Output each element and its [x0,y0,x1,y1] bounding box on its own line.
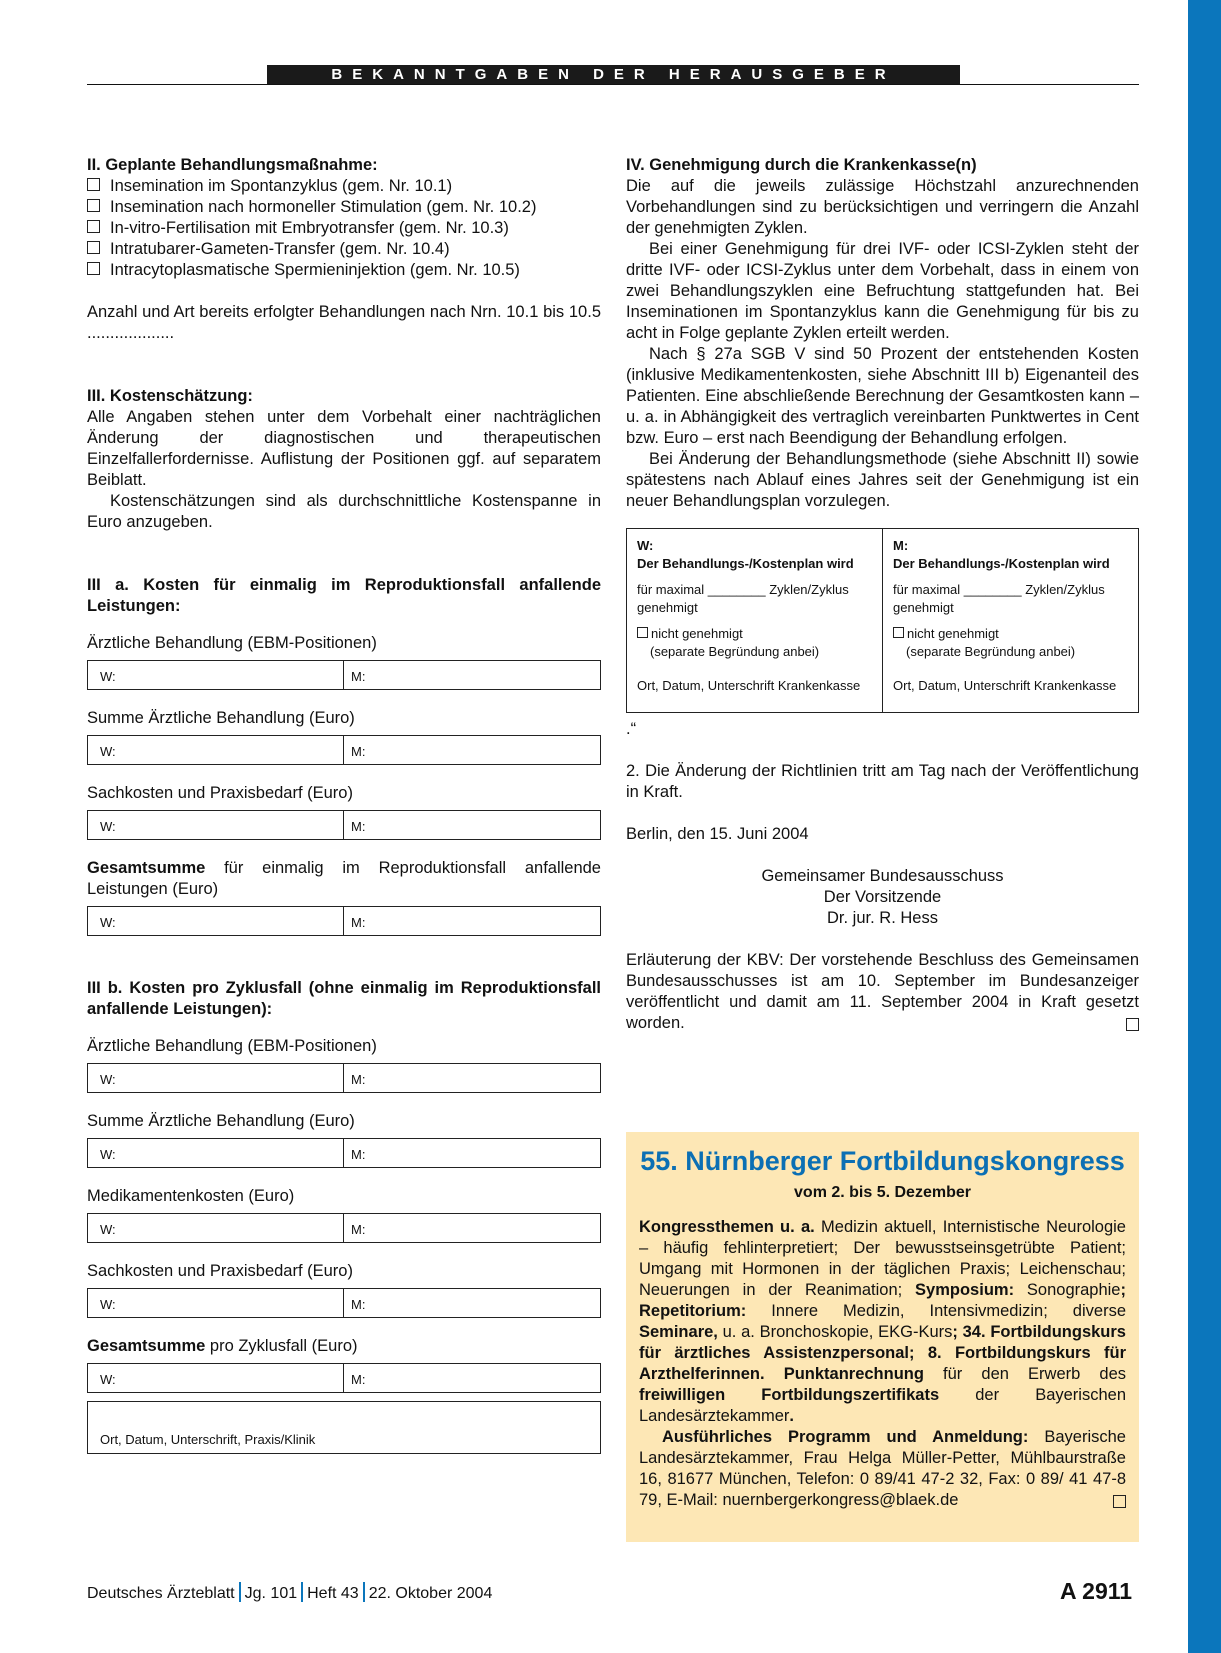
approval-paragraph: Die auf die jeweils zulässige Höchstzahl anzurechnenden Vorbehandlungen sind zu berücksichtigen und verringern die Anzahl der genehmigten Zyklen. [626,177,1139,237]
checkbox-icon[interactable] [87,262,100,275]
cost-input-row [87,810,601,840]
issue: Heft 43 [307,1585,359,1602]
total-label: Gesamtsumme pro Zyklusfall (Euro) [87,1337,358,1355]
kongress-registration: Ausführliches Programm und Anmeldung: Bayerische Landesärztekammer, Frau Helga Müller-Petter, Mühlbaurstraße 16, 81677 München, Telefon: 0 89/41 47-2 32, Fax: 0 89/ 41 47-8 79, E-Mail: nuernbergerkongress@blaek.de [639,1428,1126,1509]
end-mark-icon [1113,1495,1126,1508]
left-column [87,155,601,1454]
signature-box[interactable]: Ort, Datum, Unterschrift, Praxis/Klinik [87,1401,601,1454]
w-field[interactable]: W: [88,811,344,839]
approval-paragraph: Bei Änderung der Behandlungsmethode (siehe Abschnitt II) sowie spätestens nach Ablauf eines Jahres seit der Genehmigung ist ein neuer Behandlungsplan vorzulegen. [626,450,1139,510]
checkbox-icon[interactable] [87,178,100,191]
w-field[interactable]: W: [88,661,344,689]
issue-date: 22. Oktober 2004 [368,1585,493,1602]
previous-treatments-count: Anzahl und Art bereits erfolgter Behandlungen nach Nrn. 10.1 bis 10.5 ................... [87,303,601,342]
checkbox-icon[interactable] [87,220,100,233]
field-label: Summe Ärztliche Behandlung (Euro) [87,709,355,727]
change-statement: 2. Die Änderung der Richtlinien tritt am Tag nach der Veröffentlichung in Kraft. [626,762,1139,801]
section-ii-title: II. Geplante Behandlungsmaßnahme: [87,156,378,174]
checkbox-icon[interactable] [87,199,100,212]
cost-input-row [87,1138,601,1168]
m-field[interactable]: M: [351,1072,366,1087]
end-mark-icon [1126,1018,1139,1031]
section-iii-title: III. Kostenschätzung: [87,387,253,405]
journal-name: Deutsches Ärzteblatt [87,1585,235,1602]
kbv-explanation: Erläuterung der KBV: Der vorstehende Beschluss des Gemeinsamen Bundesausschusses ist am 10. September im Bundesanzeiger veröffentlicht und damit am 11. September 2004 in Kraft gesetzt worden. [626,951,1139,1032]
w-field[interactable]: W: [88,1289,344,1317]
cost-input-row [87,906,601,936]
approval-cell-w: W: Der Behandlungs-/Kostenplan wird für maximal ________ Zyklen/Zyklus genehmigt nicht genehmigt (separate Begründung anbei) Ort, Datum, Unterschrift Krankenkasse [637,538,861,693]
m-field[interactable]: M: [351,1297,366,1312]
page-number: A 2911 [1060,1578,1133,1604]
kongress-subtitle: vom 2. bis 5. Dezember [794,1184,971,1201]
approval-paragraph: Nach § 27a SGB V sind 50 Prozent der entstehenden Kosten (inklusive Medikamentenkosten, siehe Abschnitt III b) Eigenanteil des Patienten. Eine abschließende Berechnung der Gesamtkosten kann – u. a. in Abhängigkeit des vertraglich vereinbarten Punktwertes in Cent bzw. Euro – erst nach Beendigung der Behandlung erfolgen. [626,345,1139,447]
date-line: Berlin, den 15. Juni 2004 [626,825,809,843]
w-field[interactable]: W: [88,1364,344,1392]
signatory-role: Der Vorsitzende [823,888,942,906]
field-label: Summe Ärztliche Behandlung (Euro) [87,1112,355,1130]
checkbox-item: Intracytoplasmatische Spermieninjektion (gem. Nr. 10.5) [87,260,601,281]
checkbox-item: Insemination nach hormoneller Stimulation (gem. Nr. 10.2) [87,197,601,218]
blue-side-bar [1188,0,1221,1653]
checkbox-item: In-vitro-Fertilisation mit Embryotransfer (gem. Nr. 10.3) [87,218,601,239]
m-field[interactable]: M: [351,819,366,834]
w-field[interactable]: W: [88,1214,344,1242]
section-iiib-title: III b. Kosten pro Zyklusfall (ohne einmalig im Reproduktionsfall anfallende Leistungen): [87,979,601,1018]
w-field[interactable]: W: [88,907,344,935]
section-iv-title: IV. Genehmigung durch die Krankenkasse(n) [626,156,977,174]
kongress-title: 55. Nürnberger Fortbildungskongress [640,1146,1125,1176]
volume: Jg. 101 [244,1585,298,1602]
checkbox-item: Insemination im Spontanzyklus (gem. Nr. 10.1) [87,176,601,197]
checkbox-item: Intratubarer-Gameten-Transfer (gem. Nr. 10.4) [87,239,601,260]
kongress-topics: Kongressthemen u. a. Medizin aktuell, Internistische Neurologie – häufig fehlinterpretiert; Der bewusstseinsgetrübte Patient; Umgang mit Hormonen in der täglichen Praxis; Leichenschau; Neuerungen in der Reanimation; Symposium: Sonographie; Repetitorium: Innere Medizin, Intensivmedizin; diverse Seminare, u. a. Bronchoskopie, EKG-Kurs; 34. Fortbildungskurs für ärztliches Assistenzpersonal; 8. Fortbildungskurs für Arzthelferinnen. Punktanrechnung für den Erwerb des freiwilligen Fortbildungszertifikats der Bayerischen Landesärztekammer. [639,1218,1126,1425]
header-rule [87,84,1139,85]
quote-close: .“ [626,720,637,738]
cost-note-paragraph-2: Kostenschätzungen sind als durchschnittliche Kostenspanne in Euro anzugeben. [87,492,601,531]
kongress-announcement [626,1132,1139,1542]
cost-input-row [87,1288,601,1318]
w-field[interactable]: W: [88,736,344,764]
cost-input-row [87,1363,601,1393]
footer-citation [87,1582,492,1603]
field-label: Ärztliche Behandlung (EBM-Positionen) [87,634,377,652]
m-field[interactable]: M: [351,1147,366,1162]
m-field[interactable]: M: [351,744,366,759]
m-field[interactable]: M: [351,669,366,684]
footer-separator [301,1582,303,1602]
m-field[interactable]: M: [351,1372,366,1387]
section-iiia-title: III a. Kosten für einmalig im Reproduktionsfall anfallende Leistungen: [87,576,601,615]
w-field[interactable]: W: [88,1064,344,1092]
insurance-approval-table [626,528,1139,713]
footer-separator [363,1582,365,1602]
right-column [626,155,1139,1034]
checkbox-icon[interactable] [87,241,100,254]
total-label: Gesamtsumme für einmalig im Reproduktionsfall anfallende Leistungen (Euro) [87,859,601,898]
w-field[interactable]: W: [88,1139,344,1167]
field-label: Sachkosten und Praxisbedarf (Euro) [87,784,353,802]
cost-input-row [87,1213,601,1243]
cost-input-row [87,735,601,765]
checkbox-icon[interactable] [893,627,904,638]
approval-paragraph: Bei einer Genehmigung für drei IVF- oder ICSI-Zyklen steht der dritte IVF- oder ICSI-Zyklus unter dem Vorbehalt, dass in einem von zwei Behandlungszyklen eine Befruchtung stattgefunden hat. Bei Inseminationen im Spontanzyklus kann die Genehmigung für bis zu acht in Folge geplante Zyklen erteilt werden. [626,240,1139,342]
field-label: Ärztliche Behandlung (EBM-Positionen) [87,1037,377,1055]
field-label: Sachkosten und Praxisbedarf (Euro) [87,1262,353,1280]
signatory-name: Dr. jur. R. Hess [827,909,938,927]
approval-cell-m: M: Der Behandlungs-/Kostenplan wird für maximal ________ Zyklen/Zyklus genehmigt nicht genehmigt (separate Begründung anbei) Ort, Datum, Unterschrift Krankenkasse [882,529,1138,712]
cost-input-row [87,660,601,690]
cost-note-paragraph: Alle Angaben stehen unter dem Vorbehalt einer nachträglichen Änderung der diagnostischen und therapeutischen Einzelfallerfordernisse. Auflistung der Positionen ggf. auf separatem Beiblatt. [87,408,601,489]
signatory-org: Gemeinsamer Bundesausschuss [761,867,1004,885]
footer-separator [239,1582,241,1602]
section-header-band: BEKANNTGABEN DER HERAUSGEBER [267,65,960,85]
checkbox-icon[interactable] [637,627,648,638]
m-field[interactable]: M: [351,915,366,930]
m-field[interactable]: M: [351,1222,366,1237]
cost-input-row [87,1063,601,1093]
field-label: Medikamentenkosten (Euro) [87,1187,295,1205]
